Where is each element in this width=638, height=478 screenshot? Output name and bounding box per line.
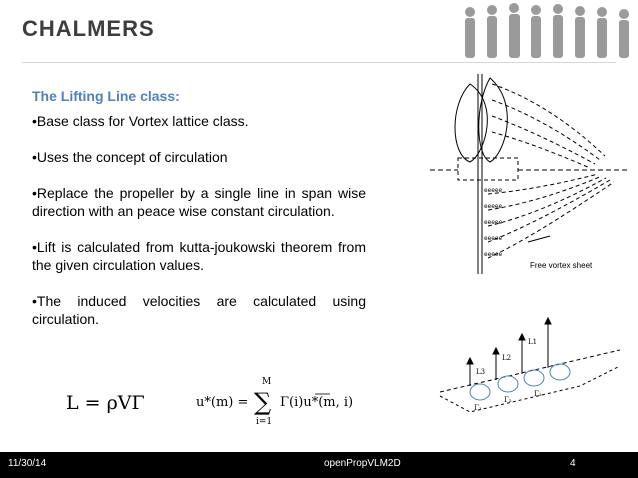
footer-date: 11/30/14 (8, 458, 47, 469)
slide-content (32, 88, 366, 346)
slide-footer (0, 452, 638, 478)
induced-velocity-equation (196, 374, 376, 426)
bullet-4: •Lift is calculated from kutta-joukowski theorem from the given circulation values. (32, 239, 366, 273)
svg-text:eeeee: eeeee (484, 219, 503, 226)
label-gamma2: Γ₂ (504, 396, 512, 404)
free-vortex-sheet-label: Free vortex sheet (530, 261, 593, 270)
slide-header (0, 0, 638, 62)
bullet-2: •Uses the concept of circulation (32, 149, 228, 165)
label-L1: L1 (528, 338, 538, 346)
svg-text:eeeee: eeeee (484, 203, 503, 210)
footer-title: openPropVLM2D (324, 458, 401, 469)
sum-upper: M (262, 377, 272, 387)
label-L3: L3 (476, 368, 486, 376)
bullet-1: •Base class for Vortex lattice class. (32, 113, 249, 129)
label-gamma1: Γ₁ (474, 404, 482, 412)
slide-title: The Lifting Line class: (32, 88, 180, 104)
horseshoe-vortex-figure (430, 316, 630, 416)
footer-page-number: 4 (570, 458, 576, 469)
induced-rhs: Γ(i)u*(m, i) (280, 395, 354, 410)
sum-lower: i=1 (256, 417, 273, 426)
lift-equation: L = ρVΓ (66, 392, 145, 414)
svg-text:eeeee: eeeee (484, 187, 503, 194)
sum-symbol: ∑ (254, 388, 272, 416)
label-L2: L2 (502, 354, 512, 362)
bullet-5: •The induced velocities are calculated using circulation. (32, 293, 366, 327)
label-gamma3: Γ₃ (534, 390, 542, 398)
lifting-line-vortex-figure (430, 64, 630, 280)
svg-text:eeeee: eeeee (484, 251, 503, 258)
header-divider (22, 62, 616, 63)
chalmers-logo: CHALMERS (22, 16, 155, 41)
bullet-3: •Replace the propeller by a single line in span wise direction with an peace wise constant circulation. (32, 185, 366, 219)
svg-text:eeeee: eeeee (484, 235, 503, 242)
people-silhouettes-icon (430, 0, 638, 60)
induced-lhs: u*(m) = (196, 395, 249, 410)
